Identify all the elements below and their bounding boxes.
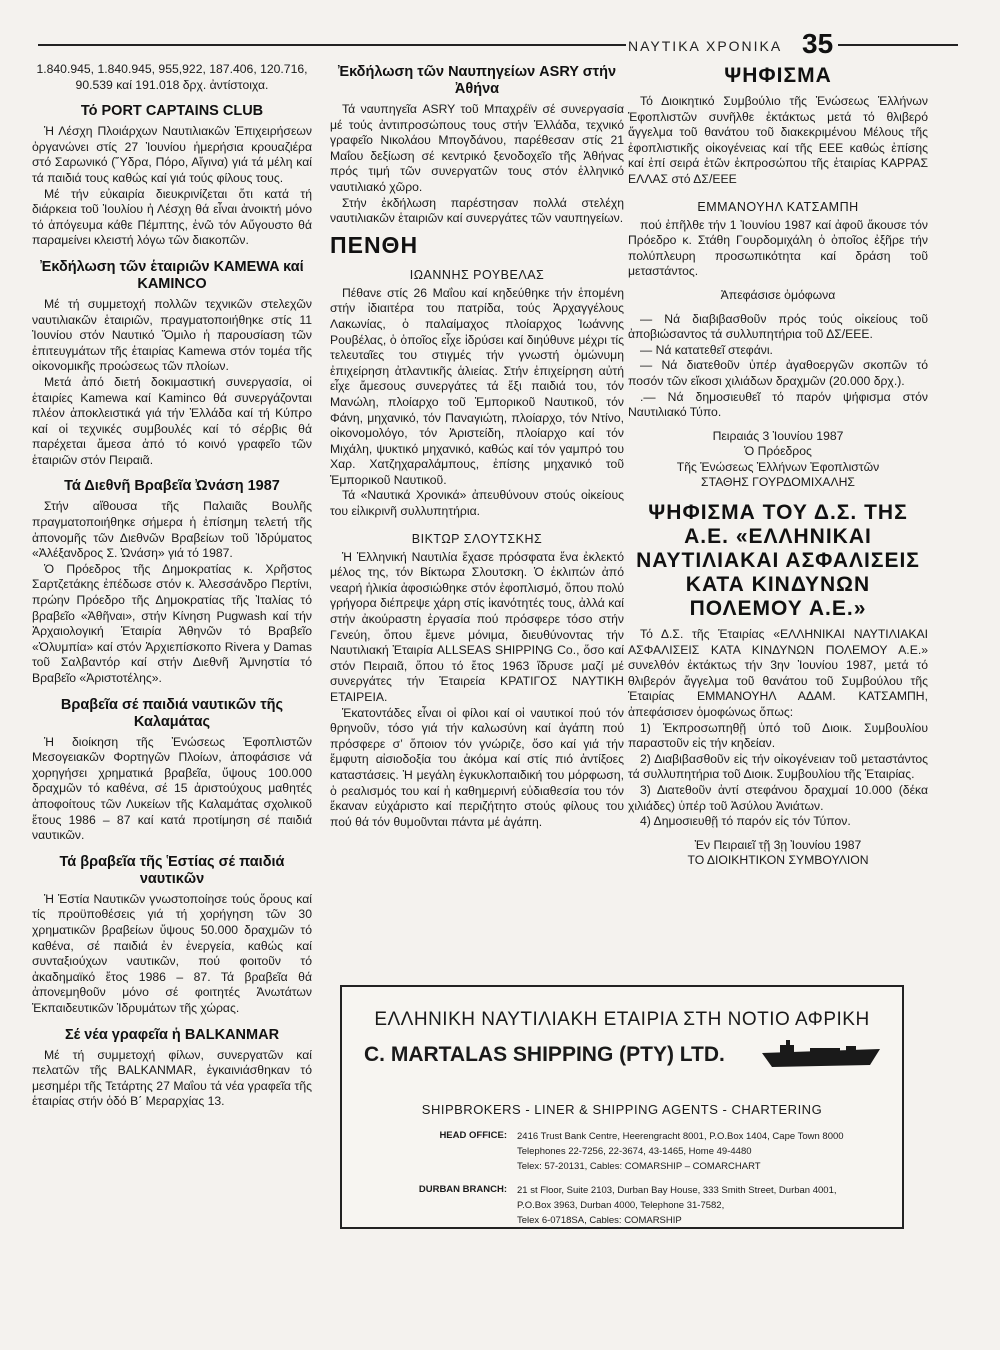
resolution-item: 2) Διαβιβασθοῦν εἰς τήν οἰκογένειαν τοῦ μεταστάντος τά συλλυπητήρια τοῦ Διοικ. Συμβουλίου τῆς Ἑταιρίας.	[628, 751, 928, 782]
decision-item: — Νά διαβιβασθοῦν πρός τούς οἰκείους τοῦ ἀποβιώσαντος τά συλλυπητήρια τοῦ ΔΣ/ΕΕΕ.	[628, 311, 928, 342]
ad-company-name: C. MARTALAS SHIPPING (PTY) LTD.	[364, 1043, 725, 1066]
article-paragraph: Πέθανε στίς 26 Μαΐου καί κηδεύθηκε τήν ἑπομένη στήν ἰδιαιτέρα του πατρίδα, τούς Ἀρχαγγέλους Λακωνίας, ὁ παλαίμαχος πλοίαρχος Ἰωάννης Ρουβέλας, ὁ ὁποῖος εἶχε ἱδρύσει καί διηύθυνε μέχρι τίς τελευταῖες του στιγμές τήν γνωστή ὁμώνυμη ἐπιχείρηση ἀτλαντικῆς ἁλιείας. Στήν ἐπιχείρηση αὐτή εἶχε ἄμεσους συνεργάτες τά ἔξι παιδιά του, τόν Μανώλη, πλοίαρχο τοῦ Ἐμπορικοῦ Ναυτικοῦ, τόν Φάνη, μηχανικό, τόν Παναγιώτη, πλοίαρχο, τόν Ντίνο, οἰκονομολόγο, τόν Ἀριστείδη, πλοίαρχο καί τόν Μιχάλη, ψυκτικό μηχανικό, καθώς καί τόν γαμπρό του Χαρ. Χατζηχαραλάμπους, ἐπίσης μηχανικό τοῦ Ἐμπορικοῦ Ναυτικοῦ.	[330, 285, 624, 487]
resolution-title: ΨΗΦΙΣΜΑ	[724, 64, 832, 87]
resolution-item: 4) Δημοσιευθῇ τό παρόν εἰς τόν Τύπον.	[640, 814, 851, 829]
article-paragraph: Ὁ Πρόεδρος τῆς Δημοκρατίας κ. Χρῆστος Σαρτζετάκης ἐπέδωσε στόν κ. Ἀλεσσάνδρο Περτίνι, πρώην Πρόεδρο τῆς Δημοκρατίας τῆς Ἰταλίας τό βραβεῖο «Ἀθῆναι», στήν Κίνηση Pugwash καί τήν Ἀρχαιολογική Ἑταιρία Ἀθηνῶν τό Βραβεῖο «Ὀλυμπία» καί στόν Ἀρχιεπίσκοπο Rivera y Damas τοῦ Σαλβαντόρ καί στήν Διεθνῆ Ἀμνηστία τό Βραβεῖο «Ἀριστοτέλης».	[32, 561, 312, 685]
article-paragraph: Μέ τή συμμετοχή πολλῶν τεχνικῶν στελεχῶν ναυτιλιακῶν ἑταιριῶν, πραγματοποιήθηκε στίς 11 Ἰουνίου στόν Ναυτικό Ὅμιλο ἡ παρουσίαση τῶν ἐπιτευγμάτων τῆς ἑταιρίας Kamewa στόν τομέα τῆς οἰκονομικῆς προώσεως τῶν πλοίων.	[32, 296, 312, 374]
article-title: Σέ νέα γραφεῖα ἡ BALKANMAR	[64, 1026, 280, 1043]
decision-heading: Ἀπεφάσισε ὁμόφωνα	[720, 287, 836, 302]
head-office-telex: Telex: 57-20131, Cables: COMARSHIP – COMARCHART	[517, 1161, 761, 1172]
header-title: ΝΑΥΤΙΚΑ ΧΡΟΝΙΚΑ	[628, 38, 783, 54]
article-paragraph: Ἡ Λέσχη Πλοιάρχων Ναυτιλιακῶν Ἐπιχειρήσεων ὀργανώνει στίς 27 Ἰουνίου ἡμερήσια κρουαζιέρα στό Σαρωνικό (Ὕδρα, Πόρο, Αἴγινα) γιά τά μέλη καί τά παιδιά τους καθώς καί γιά τούς φίλους τους.	[32, 124, 312, 185]
article-paragraph: Μετά ἀπό διετή δοκιμαστική συνεργασία, οἱ ἑταιρίες Kamewa καί Kaminco θά συνεργάζονται πλέον ἀποκλειστικά γιά τήν Ἑλλάδα καί τή Κύπρο καί οἱ τεχνικές συμβουλές καί τό σέρβις θά παρέχεται ἄμεσα ἀπό τό κοινό γραφεῖο τῶν ἑταιριῶν στόν Πειραιᾶ.	[32, 374, 312, 467]
ad-headline: ΕΛΛΗΝΙΚΗ ΝΑΥΤΙΛΙΑΚΗ ΕΤΑΙΡΙΑ ΣΤΗ ΝΟΤΙΟ ΑΦΡΙΚΗ	[374, 1009, 870, 1030]
article-paragraph: Τά ναυπηγεῖα ASRY τοῦ Μπαχρέϊν σέ συνεργασία μέ τούς ἀντιπροσώπους τους στήν Ἑλλάδα, τεχνικό γραφεῖο Νικολάου Μπογδάνου, παρέθεσαν στίς 21 Μαΐου δεξίωση σέ κεντρικό ξενοδοχεῖο τῆς Ἀθήνας πρός τιμή τῶν συνεργατῶν τους στόν ἑλληνικό ναυτιλιακό χῶρο.	[330, 102, 624, 194]
article-title: Βραβεῖα σέ παιδιά ναυτικῶν τῆς Καλαμάτας	[60, 696, 284, 730]
signature-name: ΤΟ ΔΙΟΙΚΗΤΙΚΟΝ ΣΥΜΒΟΥΛΙΟΝ	[687, 853, 869, 868]
deceased-name: ΕΜΜΑΝΟΥΗΛ ΚΑΤΣΑΜΠΗ	[697, 199, 859, 214]
header-rule	[38, 44, 626, 46]
article-paragraph: Μέ τήν εὐκαιρία διευκρινίζεται ὅτι κατά τή διάρκεια τοῦ Ἰουλίου ἡ Λέσχη θά εἶναι ἀνοικτή μόνο τό ἀπόγευμα κάθε Πέμπτης, ἐνῶ τόν Αὔγουστο θά παραμείνει κλειστή λόγω τῶν διακοπῶν.	[32, 186, 312, 248]
head-office-address: 2416 Trust Bank Centre, Heerengracht 8001, P.O.Box 1404, Cape Town 8000	[517, 1131, 844, 1142]
article-paragraph: Τό Διοικητικό Συμβούλιο τῆς Ἑνώσεως Ἑλλήνων Ἐφοπλιστῶν συνῆλθε ἐκτάκτως μετά τό θλιβερό ἄγγελμα τοῦ θανάτου τοῦ διακεκριμένου Μέλους τῆς ἐφοπλιστικῆς οἰκογένειας καί τῆς ΕΕΕ καθώς ἐπίσης καί ἐπί σειρά ἐτῶν ἐκπροσώπου τῆς ἑταιρίας ΚΑΡΡΑΣ ΕΛΛΑΣ στό ΔΣ/ΕΕΕ	[628, 94, 928, 186]
head-office-phones: Telephones 22-7256, 22-3674, 43-1465, Home 49-4480	[517, 1146, 752, 1157]
obituary-name: ΙΩΑΝΝΗΣ ΡΟΥΒΕΛΑΣ	[409, 267, 545, 282]
durban-pobox: P.O.Box 3963, Durban 4000, Telephone 31-7582,	[517, 1200, 725, 1211]
advertisement-box	[340, 985, 904, 1229]
obituaries-heading: ΠΕΝΘΗ	[330, 231, 419, 258]
decision-item: .— Νά δημοσιευθεῖ τό παρόν ψήφισμα στόν Ναυτιλιακό Τύπο.	[628, 389, 928, 420]
head-office-label: HEAD OFFICE:	[439, 1130, 507, 1141]
ad-services: SHIPBROKERS - LINER & SHIPPING AGENTS - CHARTERING	[421, 1102, 823, 1117]
column-2	[330, 62, 624, 830]
obituary-name: ΒΙΚΤΩΡ ΣΛΟΥΤΣΚΗΣ	[411, 531, 543, 546]
header-rule-right	[838, 44, 958, 46]
signature-name: ΣΤΑΘΗΣ ΓΟΥΡΔΟΜΙΧΑΛΗΣ	[701, 475, 855, 490]
decision-item: — Νά κατατεθεῖ στεφάνι.	[640, 342, 773, 357]
column-3	[628, 62, 928, 869]
durban-address: 21 st Floor, Suite 2103, Durban Bay House, 333 Smith Street, Durban 4001,	[517, 1185, 837, 1196]
page-number: 35	[802, 28, 834, 59]
article-title: Ἐκδήλωση τῶν Ναυπηγείων ASRY στήν Ἀθήνα	[337, 64, 617, 97]
signature-date: Ἐν Πειραιεῖ τῇ 3ῃ Ἰουνίου 1987	[694, 837, 862, 852]
decision-item: — Νά διατεθοῦν ὑπέρ ἀγαθοεργῶν σκοπῶν τό ποσόν τῶν εἴκοσι χιλιάδων δραχμῶν (20.000 δρχ.).	[628, 358, 928, 388]
column-1	[32, 62, 312, 1110]
intro-text: 1.840.945, 1.840.945, 955,922, 187.406, 120.716, 90.539 καί 191.018 δρχ. ἀντίστοιχα.	[36, 62, 308, 92]
article-title: Τό PORT CAPTAINS CLUB	[80, 103, 264, 120]
ship-icon	[760, 1039, 885, 1069]
article-paragraph: Ἑκατοντάδες εἶναι οἱ φίλοι καί οἱ ναυτικοί πού τόν θρηνοῦν, τόσο γιά τήν καλωσύνη καί ἀγάπη πού πρόσφερε σ’ ὅποιον τόν γνώριζε, ὅσο καί γιά τήν ἔμφυτη αἰσιοδοξία του ἀκόμα καί στίς πιό ἀντίξοες καταστάσεις. Ἡ μεγάλη ἐγκυκλοπαιδική του μόρφωση, ὁ ρεαλισμός του καί ἡ καθημερινή εὐδιαθεσία του τόν ἔκαναν εὐχάριστο καί περιζήτητο στούς φίλους του πού θά τόν θυμοῦνται πάντα μέ ἀγάπη.	[330, 705, 624, 829]
article-paragraph: Στήν ἐκδήλωση παρέστησαν πολλά στελέχη ναυτιλιακῶν ἑταιριῶν καί συνεργάτες τῶν ναυπηγείων.	[330, 195, 624, 226]
signature-org: Τῆς Ἑνώσεως Ἑλλήνων Ἐφοπλιστῶν	[676, 459, 880, 474]
article-paragraph: Μέ τή συμμετοχή φίλων, συνεργατῶν καί πελατῶν τῆς BALKANMAR, ἐγκαινιάσθηκαν τό μεσημέρι τῆς Τετάρτης 27 Μαΐου τά νέα γραφεῖα τῆς ἑταιρίας στήν ὁδό Β΄ Μεραρχίας 13.	[32, 1047, 312, 1109]
signature-role: Ὁ Πρόεδρος	[744, 444, 812, 459]
signature-date: Πειραιάς 3 Ἰουνίου 1987	[712, 428, 844, 443]
resolution-item: 3) Διατεθοῦν ἀντί στεφάνου δραχμαί 10.000 (δέκα χιλιάδες) ὑπέρ τοῦ Ἀσύλου Ἀνιάτων.	[628, 783, 928, 813]
article-title: Ἐκδήλωση τῶν ἑταιριῶν KAMEWA καί KAMINCO	[40, 258, 304, 292]
resolution-title: ΨΗΦΙΣΜΑ ΤΟΥ Δ.Σ. ΤΗΣ Α.Ε. «ΕΛΛΗΝΙΚΑΙ ΝΑΥΤΙΛΙΑΚΑΙ ΑΣΦΑΛΙΣΕΙΣ ΚΑΤΑ ΚΙΝΔΥΝΩΝ ΠΟΛΕΜΟΥ Α.Ε.»	[636, 501, 920, 621]
article-paragraph: Ἡ Ἑστία Ναυτικῶν γνωστοποίησε τούς ὅρους καί τίς προϋποθέσεις γιά τή χορήγηση τῶν 30 χρηματικῶν βραβείων ὕψους 50.000 δραχμῶν τό καθένα, σέ παιδιά ἐν ἐνεργεία, καθώς καί συνταξιούχων ναυτικῶν, πού φοιτοῦν τό ἀκαδημαϊκό ἔτος 1986 – 87. Τά βραβεῖα θά ἀπονεμηθοῦν μόνο σέ φοιτητές Ἀνωτάτων Ἐκπαιδευτικῶν Ἱδρυμάτων τῆς χώρας.	[32, 891, 312, 1015]
article-paragraph: Τά «Ναυτικά Χρονικά» ἀπευθύνουν στούς οἰκείους του εἰλικρινῆ συλλυπητήρια.	[330, 488, 624, 519]
article-paragraph: Ἡ Ἑλληνική Ναυτιλία ἔχασε πρόσφατα ἕνα ἐκλεκτό μέλος της, τόν Βίκτωρα Σλουτσκη. Ὁ ἐκλιπών ἀπό νεαρή ἡλικία ἀφοσιώθηκε στόν ἐφοπλισμό, ὅπου πολύ γρήγορα διέπρεψε χάρη στίς ἱκανότητές τους, ἀλλά καί στήν ἀκούραστη ἐργασία πού πρόσφερε τόσο στήν Γενεύη, ὅπου ἔμενε μόνιμα, διευθύνοντας τήν Ναυτιλιακή Ἑταιρία ALLSEAS SHIPPING Co., ὅσο καί στόν Πειραιᾶ, ὅπου τό ἔτος 1963 ἵδρυσε μαζί μέ συνεργάτες τήν Ἑταιρεία ΚΡΑΤΙΓΟΣ ΝΑΥΤΙΚΗ ΕΤΑΙΡΕΙΑ.	[330, 549, 624, 704]
article-paragraph: Στήν αἴθουσα τῆς Παλαιᾶς Βουλῆς πραγματοποιήθηκε σήμερα ἡ ἐπίσημη τελετή τῆς ἀπονομῆς τῶν Διεθνῶν Βραβείων τοῦ Ἱδρύματος «Ἀλέξανδρος Σ. Ὠνάση» γιά τό 1987.	[32, 499, 312, 561]
durban-telex: Telex 6-0718SA, Cables: COMARSHIP	[517, 1215, 682, 1226]
resolution-item: 1) Ἐκπροσωπηθῇ ὑπό τοῦ Διοικ. Συμβουλίου παραστοῦν εἰς τήν κηδείαν.	[628, 720, 928, 751]
article-title: Τά Διεθνῆ Βραβεῖα Ὠνάση 1987	[64, 478, 280, 495]
article-paragraph: Τό Δ.Σ. τῆς Ἑταιρίας «ΕΛΛΗΝΙΚΑΙ ΝΑΥΤΙΛΙΑΚΑΙ ΑΣΦΑΛΙΣΕΙΣ ΚΑΤΑ ΚΙΝΔΥΝΩΝ ΠΟΛΕΜΟΥ Α.Ε.» συνελθόν ἐκτάκτως τήν 3ην Ἰουνίου 1987, μετά τό θλιβερόν ἄγγελμα τοῦ θανάτου τοῦ Συμβούλου τῆς Ἑταιρίας ΕΜΜΑΝΟΥΗΛ ΑΔΑΜ. ΚΑΤΣΑΜΠΗ, ἀπεφάσισεν ὁμοφώνως ὅπως:	[628, 627, 928, 720]
article-title: Τά βραβεῖα τῆς Ἑστίας σέ παιδιά ναυτικῶν	[59, 853, 285, 887]
article-paragraph: πού ἐπῆλθε τήν 1 Ἰουνίου 1987 καί ἀφοῦ ἄκουσε τόν Πρόεδρο κ. Στάθη Γουρδομιχάλη ὁ ὁποῖος ἐξῆρε τήν πολύπλευρη προσωπικότητα καί δράση τοῦ μεταστάντος.	[628, 217, 928, 279]
durban-branch-label: DURBAN BRANCH:	[418, 1184, 507, 1195]
article-paragraph: Ἡ διοίκηση τῆς Ἑνώσεως Ἐφοπλιστῶν Μεσογειακῶν Φορτηγῶν Πλοίων, ἀποφάσισε νά χορηγήσει χρηματικά βραβεῖα, ὕψους 100.000 δραχμῶν τό καθένα, σέ 15 ἀριστούχους μαθητές ἀποφοίτους τῶν Λυκείων τῆς Καλαμάτας σχολικοῦ ἔτους 1986 – 87 καί κατά προτίμηση σέ παιδιά ναυτικῶν.	[32, 734, 312, 843]
